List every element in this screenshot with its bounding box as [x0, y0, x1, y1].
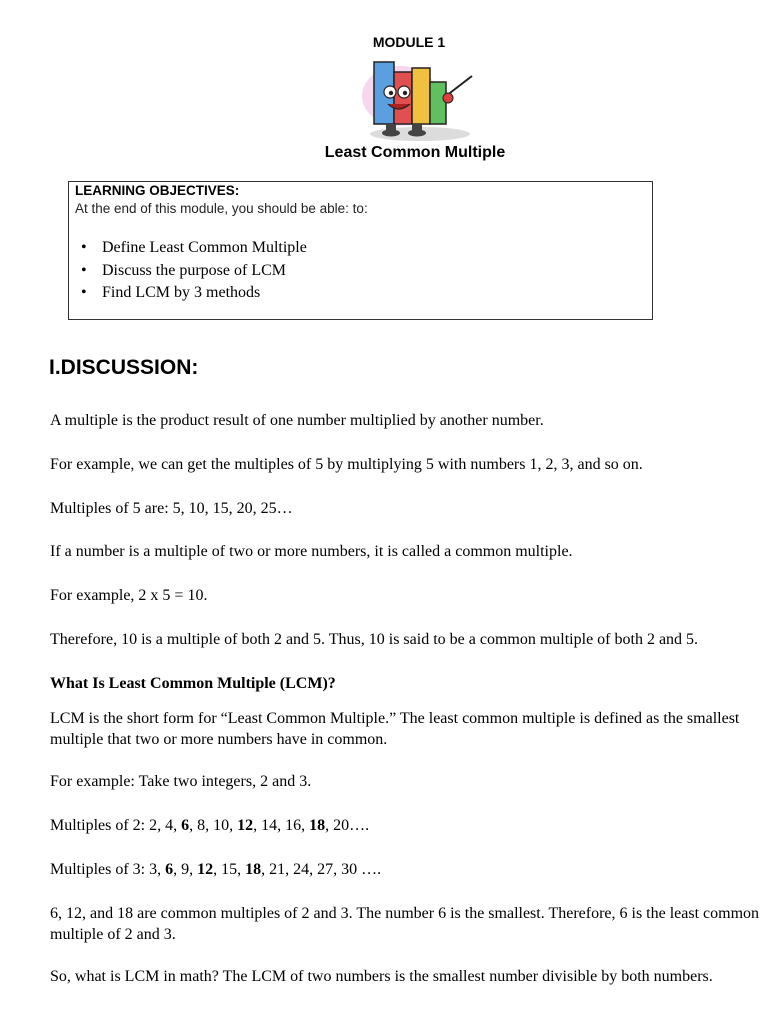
objective-item: • Find LCM by 3 methods [77, 282, 307, 305]
mult3-part: , 9, [173, 861, 198, 878]
multiples-of-2-line [50, 815, 768, 836]
learning-objectives-box [68, 181, 653, 320]
mult3-part: , 15, [213, 861, 246, 878]
paragraph-multiple-definition: A multiple is the product result of one number multiplied by another number. [50, 412, 544, 429]
paragraph-product-example: For example, 2 x 5 = 10. [50, 587, 208, 604]
paragraph-common-multiple-example: Therefore, 10 is a multiple of both 2 and 5. Thus, 10 is said to be a common multiple of both 2 and 5. [50, 631, 699, 648]
mult2-common: 12 [237, 817, 254, 834]
paragraph-multiples-of-5: Multiples of 5 are: 5, 10, 15, 20, 25… [50, 500, 293, 517]
lcm-subheading-rest: (LCM)? [279, 675, 336, 692]
mult3-part: Multiples of 3: 3, [50, 861, 166, 878]
objectives-list [77, 237, 307, 305]
mult2-common: 6 [181, 817, 190, 834]
mult3-common: 6 [165, 861, 174, 878]
mult2-part: , 8, 10, [189, 817, 238, 834]
mult3-common: 12 [197, 861, 214, 878]
objectives-intro: At the end of this module, you should be able: to: [75, 201, 368, 216]
module-title: Least Common Multiple [324, 144, 506, 161]
objective-item: • Discuss the purpose of LCM [77, 260, 307, 283]
objective-item: • Define Least Common Multiple [77, 237, 307, 260]
paragraph-integers-example: For example: Take two integers, 2 and 3. [50, 773, 312, 790]
paragraph-lcm-conclusion: 6, 12, and 18 are common multiples of 2 and 3. The number 6 is the smallest. Therefore, 6 is the least common multiple of 2 and 3. [50, 905, 760, 943]
multiples-of-3-line [50, 859, 768, 880]
mult2-part: Multiples of 2: 2, 4, [50, 817, 182, 834]
paragraph-lcm-definition: LCM is the short form for “Least Common Multiple.” The least common multiple is defined as the smallest multiple that two or more numbers have in common. [50, 710, 740, 748]
module-label: MODULE 1 [372, 34, 446, 50]
mult3-part: , 21, 24, 27, 30 …. [261, 861, 382, 878]
bar-chart-mascot-icon [360, 56, 480, 142]
discussion-heading: I.DISCUSSION: [49, 356, 199, 379]
mult2-part: , 14, 16, [253, 817, 310, 834]
lcm-subheading [50, 673, 768, 694]
mult2-common: 18 [309, 817, 326, 834]
lcm-subheading-bold: What Is Least Common Multiple [50, 675, 280, 692]
paragraph-multiples-example: For example, we can get the multiples of 5 by multiplying 5 with numbers 1, 2, 3, and so on. [50, 456, 643, 473]
mult3-common: 18 [245, 861, 262, 878]
paragraph-common-multiple-definition: If a number is a multiple of two or more numbers, it is called a common multiple. [50, 543, 573, 560]
mult2-part: , 20…. [325, 817, 370, 834]
objectives-heading: LEARNING OBJECTIVES: [75, 183, 240, 198]
paragraph-lcm-in-math: So, what is LCM in math? The LCM of two numbers is the smallest number divisible by both numbers. [50, 968, 713, 985]
